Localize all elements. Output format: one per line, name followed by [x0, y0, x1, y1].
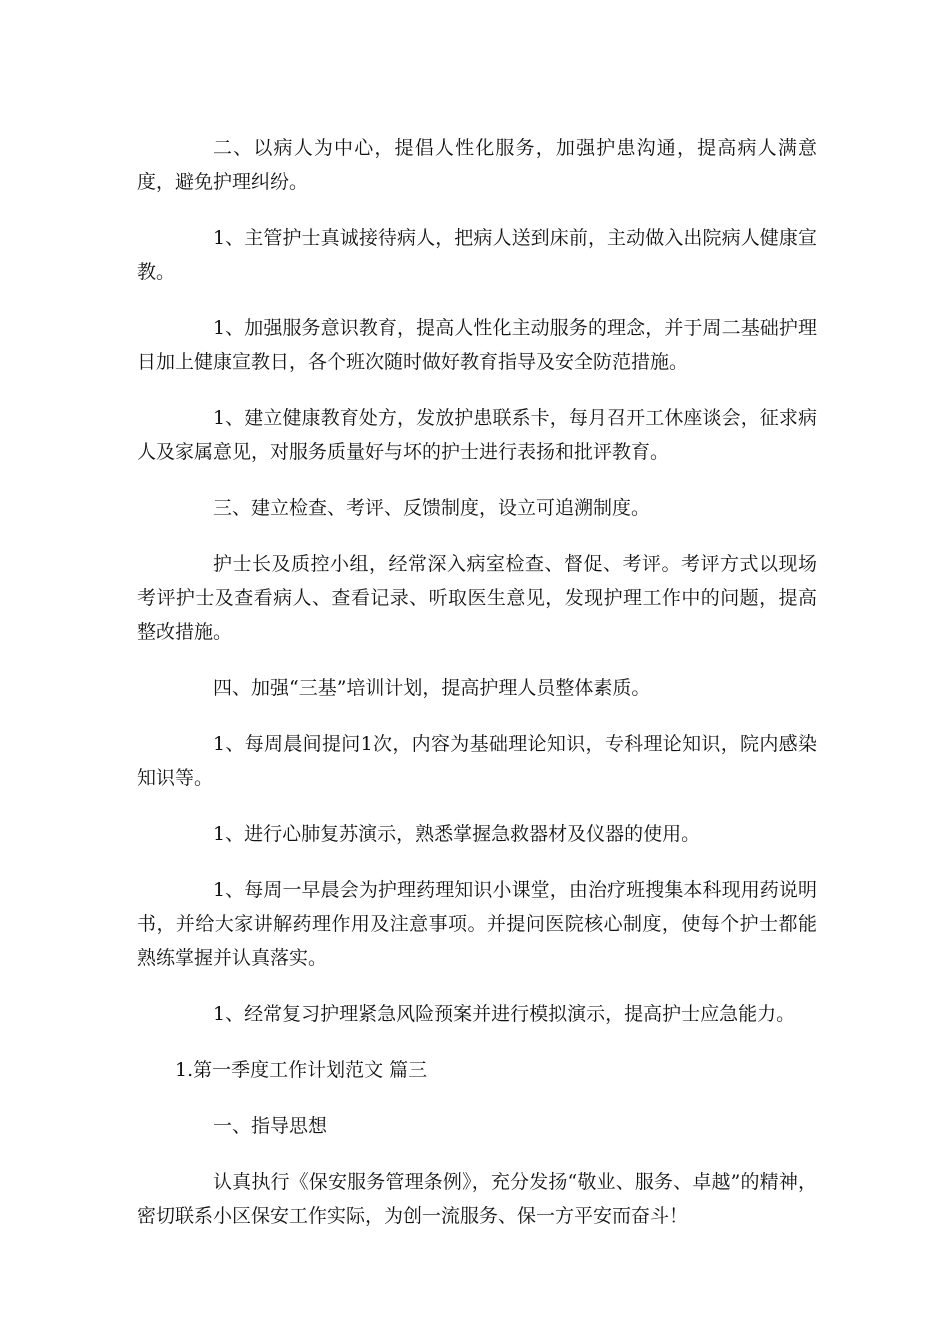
section-heading: 1.第一季度工作计划范文 篇三: [175, 1059, 428, 1081]
paragraph-item: 认真执行《保安服务管理条例》，充分发扬“敬业、服务、卓越”的精神，密切联系小区保安工作实际，为创一流服务、保一方平安而奋斗！: [137, 1171, 817, 1227]
document-body: [137, 131, 817, 1255]
paragraph-item: 护士长及质控小组，经常深入病室检查、督促、考评。考评方式以现场考评护士及查看病人、查看记录、听取医生意见，发现护理工作中的问题，提高整改措施。: [137, 553, 817, 643]
paragraph-item: 1、每周晨间提问1次，内容为基础理论知识，专科理论知识，院内感染知识等。: [137, 733, 817, 789]
paragraph-item: 1、每周一早晨会为护理药理知识小课堂，由治疗班搜集本科现用药说明书，并给大家讲解药理作用及注意事项。并提问医院核心制度，使每个护士都能熟练掌握并认真落实。: [137, 879, 817, 969]
paragraph-guiding-idea-heading: 一、指导思想: [213, 1115, 328, 1137]
paragraph-item: 1、经常复习护理紧急风险预案并进行模拟演示，提高护士应急能力。: [213, 1003, 796, 1025]
paragraph-section-four-heading: 四、加强“三基”培训计划，提高护理人员整体素质。: [213, 677, 651, 699]
paragraph-section-two-heading: 二、以病人为中心，提倡人性化服务，加强护患沟通，提高病人满意度，避免护理纠纷。: [137, 137, 817, 193]
paragraph-section-three-heading: 三、建立检查、考评、反馈制度，设立可追溯制度。: [213, 497, 651, 519]
paragraph-item: 1、主管护士真诚接待病人，把病人送到床前，主动做入出院病人健康宣教。: [137, 227, 817, 283]
paragraph-item: 1、加强服务意识教育，提高人性化主动服务的理念，并于周二基础护理日加上健康宣教日，各个班次随时做好教育指导及安全防范措施。: [137, 317, 817, 373]
paragraph-item: 1、进行心肺复苏演示，熟悉掌握急救器材及仪器的使用。: [213, 823, 701, 845]
paragraph-item: 1、建立健康教育处方，发放护患联系卡，每月召开工休座谈会，征求病人及家属意见，对服务质量好与坏的护士进行表扬和批评教育。: [137, 407, 817, 463]
